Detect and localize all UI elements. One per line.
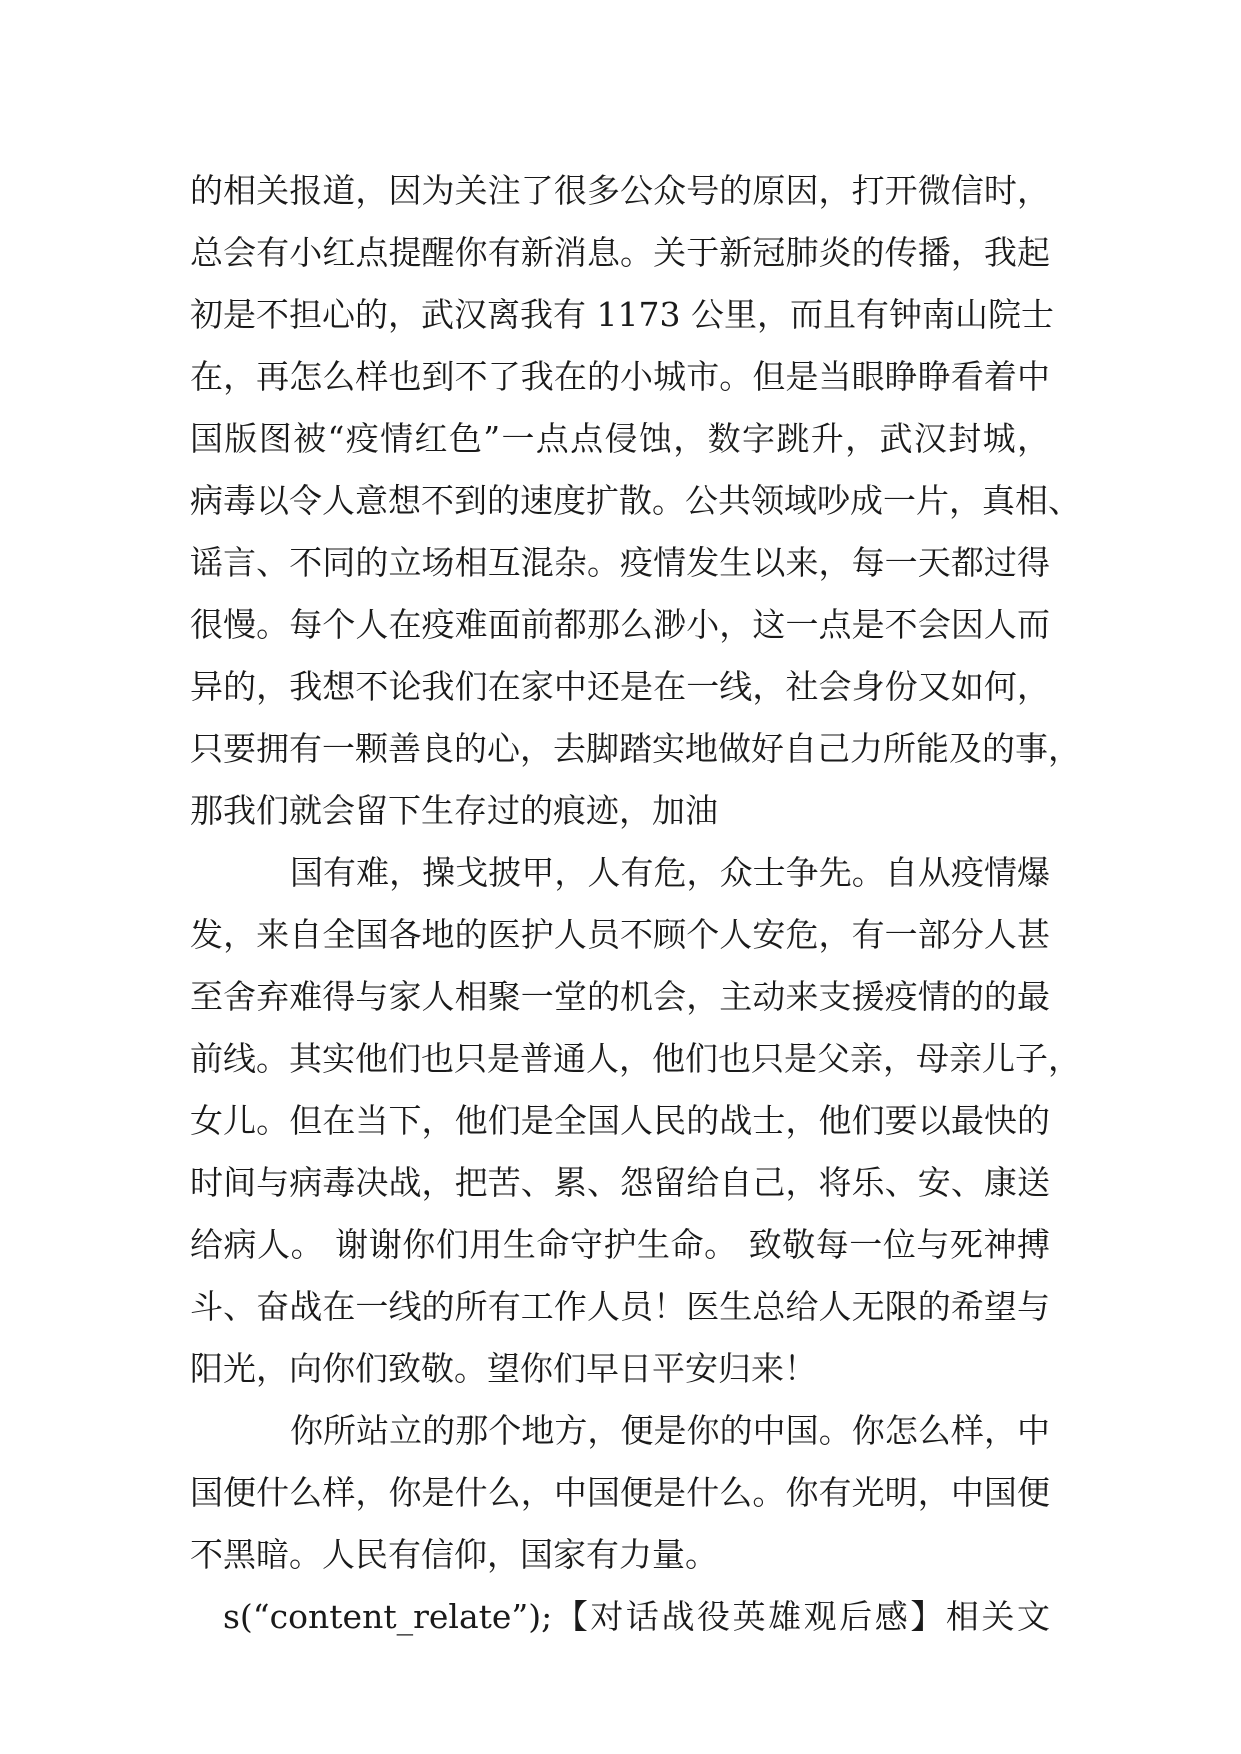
document-body <box>190 160 1081 1648</box>
text-line: 不黑暗。人民有信仰，国家有力量。 <box>190 1535 718 1574</box>
text-line: 初是不担心的，武汉离我有 1173 公里，而且有钟南山院士 <box>190 295 1054 334</box>
text-line: 病毒以令人意想不到的速度扩散。公共领域吵成一片，真相、 <box>190 481 1081 520</box>
text-line: 在，再怎么样也到不了我在的小城市。但是当眼睁睁看着中 <box>190 357 1050 396</box>
text-line: 很慢。每个人在疫难面前都那么渺小，这一点是不会因人而 <box>190 605 1050 644</box>
paragraph <box>190 160 1081 842</box>
text-line: 女儿。但在当下，他们是全国人民的战士，他们要以最快的 <box>190 1101 1050 1140</box>
text-line: s(“content_relate”);【对话战役英雄观后感】相关文 <box>223 1597 1050 1636</box>
paragraph <box>190 1400 1060 1586</box>
text-line: 国有难，操戈披甲，人有危，众士争先。自从疫情爆 <box>290 853 1050 892</box>
text-line: 斗、奋战在一线的所有工作人员！医生总给人无限的希望与 <box>190 1287 1050 1326</box>
text-line: 国便什么样，你是什么，中国便是什么。你有光明，中国便 <box>190 1473 1050 1512</box>
text-line: 国版图被“疫情红色”一点点侵蚀，数字跳升，武汉封城， <box>190 419 1050 458</box>
paragraph <box>190 1586 1060 1648</box>
text-line: 谣言、不同的立场相互混杂。疫情发生以来，每一天都过得 <box>190 543 1050 582</box>
text-line: 的相关报道，因为关注了很多公众号的原因，打开微信时， <box>190 171 1050 210</box>
text-line: 至舍弃难得与家人相聚一堂的机会，主动来支援疫情的的最 <box>190 977 1050 1016</box>
paragraph <box>190 842 1081 1400</box>
text-line: 你所站立的那个地方，便是你的中国。你怎么样，中 <box>290 1411 1050 1450</box>
text-line: 时间与病毒决战，把苦、累、怨留给自己，将乐、安、康送 <box>190 1163 1050 1202</box>
text-line: 那我们就会留下生存过的痕迹，加油 <box>190 791 718 830</box>
text-line: 总会有小红点提醒你有新消息。关于新冠肺炎的传播，我起 <box>190 233 1050 272</box>
text-line: 发，来自全国各地的医护人员不顾个人安危，有一部分人甚 <box>190 915 1050 954</box>
text-line: 只要拥有一颗善良的心，去脚踏实地做好自己力所能及的事， <box>190 729 1081 768</box>
text-line: 阳光，向你们致敬。望你们早日平安归来！ <box>190 1349 817 1388</box>
text-line: 异的，我想不论我们在家中还是在一线，社会身份又如何， <box>190 667 1050 706</box>
text-line: 前线。其实他们也只是普通人，他们也只是父亲，母亲儿子， <box>190 1039 1081 1078</box>
text-line: 给病人。 谢谢你们用生命守护生命。 致敬每一位与死神搏 <box>190 1225 1050 1264</box>
